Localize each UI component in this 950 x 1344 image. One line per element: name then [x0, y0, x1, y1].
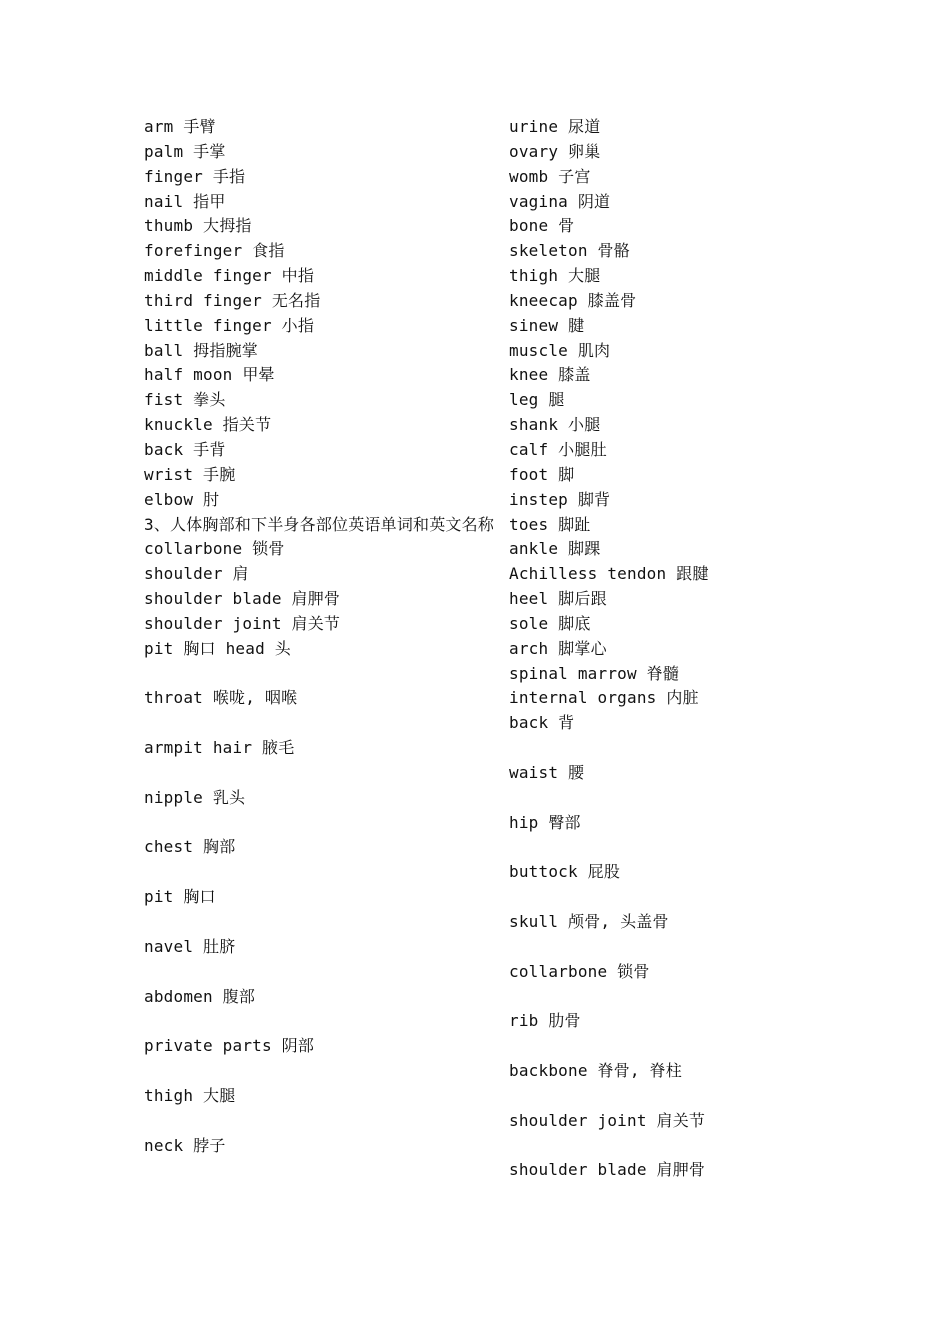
blank-line	[144, 860, 504, 885]
blank-line	[144, 1059, 504, 1084]
vocab-line: private parts 阴部	[144, 1036, 315, 1056]
blank-line	[509, 1034, 869, 1059]
blank-line	[144, 811, 504, 836]
vocab-line: palm 手掌	[144, 141, 226, 161]
vocab-line: back 背	[509, 713, 575, 733]
vocab-line: toes 脚趾	[509, 514, 591, 534]
vocab-line: nail 指甲	[144, 191, 226, 211]
vocab-line: neck 脖子	[144, 1135, 226, 1155]
vocab-line: shoulder joint 肩关节	[144, 613, 341, 633]
vocab-line: middle finger 中指	[144, 266, 315, 286]
vocab-line: skeleton 骨骼	[509, 241, 630, 261]
vocab-line: thumb 大拇指	[144, 216, 252, 236]
vocab-line: kneecap 膝盖骨	[509, 290, 637, 310]
vocab-line: rib 肋骨	[509, 1011, 581, 1031]
vocab-line: womb 子宫	[509, 166, 591, 186]
vocab-line: foot 脚	[509, 464, 575, 484]
vocab-line: backbone 脊骨, 脊柱	[509, 1061, 682, 1081]
vocab-line: ovary 卵巢	[509, 141, 601, 161]
vocab-line: throat 喉咙, 咽喉	[144, 688, 298, 708]
vocab-line: thigh 大腿	[509, 266, 601, 286]
blank-line	[144, 960, 504, 985]
vocab-line: vagina 阴道	[509, 191, 611, 211]
vocab-line: instep 脚背	[509, 489, 611, 509]
vocab-line: forefinger 食指	[144, 241, 285, 261]
vocab-line: abdomen 腹部	[144, 986, 256, 1006]
blank-line	[144, 910, 504, 935]
vocab-line: urine 尿道	[509, 117, 601, 136]
vocab-line: leg 腿	[509, 390, 565, 410]
vocab-line: hip 臀部	[509, 812, 581, 832]
vocab-line: arm 手臂	[144, 117, 216, 136]
blank-line	[144, 1009, 504, 1034]
blank-line	[509, 736, 869, 761]
vocab-line: elbow 肘	[144, 489, 220, 509]
blank-line	[144, 662, 504, 687]
vocab-line: third finger 无名指	[144, 290, 321, 310]
vocab-line: pit 胸口 head 头	[144, 638, 291, 658]
vocab-line: half moon 甲晕	[144, 365, 275, 385]
vocab-line: chest 胸部	[144, 837, 236, 857]
blank-line	[509, 1134, 869, 1159]
vocab-line: fist 拳头	[144, 390, 226, 410]
vocab-line: collarbone 锁骨	[509, 961, 650, 981]
vocab-line: wrist 手腕	[144, 464, 236, 484]
vocab-line: Achilless tendon 跟腱	[509, 564, 709, 584]
vocab-line: buttock 屁股	[509, 862, 621, 882]
vocab-line: shoulder 肩	[144, 564, 249, 584]
blank-line	[144, 1109, 504, 1134]
vocab-line: knee 膝盖	[509, 365, 591, 385]
blank-line	[509, 885, 869, 910]
section-heading: 3、人体胸部和下半身各部位英语单词和英文名称	[144, 514, 495, 534]
vocab-line: skull 颅骨, 头盖骨	[509, 912, 669, 931]
left-column	[144, 115, 504, 1158]
blank-line	[509, 1084, 869, 1109]
vocab-line: sole 脚底	[509, 613, 591, 633]
vocab-line: heel 脚后跟	[509, 589, 607, 609]
vocab-line: arch 脚掌心	[509, 638, 607, 658]
vocab-line: knuckle 指关节	[144, 415, 272, 435]
vocab-line: internal organs 内脏	[509, 688, 699, 708]
vocab-line: bone 骨	[509, 216, 575, 236]
right-column	[509, 115, 869, 1183]
vocab-line: shoulder blade 肩胛骨	[144, 589, 341, 609]
blank-line	[509, 985, 869, 1010]
vocab-line: shank 小腿	[509, 415, 601, 435]
vocab-line: shoulder blade 肩胛骨	[509, 1160, 706, 1180]
vocab-line: pit 胸口	[144, 887, 216, 907]
vocab-line: navel 肚脐	[144, 936, 236, 956]
vocab-line: collarbone 锁骨	[144, 539, 285, 559]
blank-line	[144, 711, 504, 736]
vocab-line: finger 手指	[144, 166, 246, 186]
vocab-line: ankle 脚踝	[509, 539, 601, 559]
vocab-line: sinew 腱	[509, 315, 585, 335]
vocab-line: back 手背	[144, 439, 226, 459]
vocab-line: waist 腰	[509, 762, 585, 782]
vocab-line: little finger 小指	[144, 315, 315, 335]
blank-line	[509, 835, 869, 860]
vocab-line: muscle 肌肉	[509, 340, 611, 360]
blank-line	[144, 761, 504, 786]
vocab-line: spinal marrow 脊髓	[509, 663, 680, 683]
vocab-line: calf 小腿肚	[509, 439, 607, 459]
vocab-line: nipple 乳头	[144, 787, 246, 807]
blank-line	[509, 935, 869, 960]
vocab-line: shoulder joint 肩关节	[509, 1110, 706, 1130]
vocab-line: thigh 大腿	[144, 1085, 236, 1105]
blank-line	[509, 786, 869, 811]
vocab-line: ball 拇指腕掌	[144, 340, 258, 360]
vocab-line: armpit hair 腋毛	[144, 738, 295, 758]
